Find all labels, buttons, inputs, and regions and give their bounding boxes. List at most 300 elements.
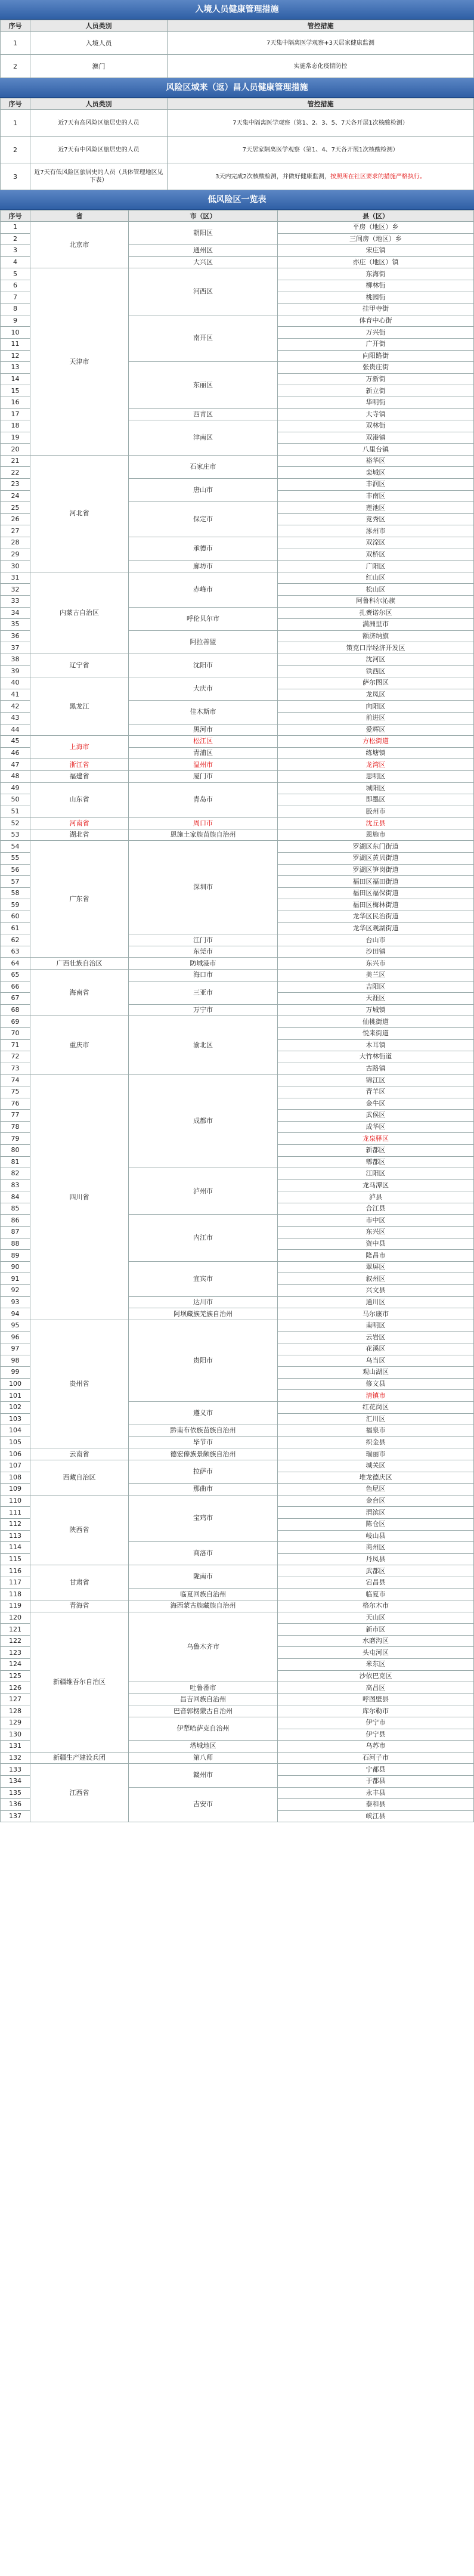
row-city: 防城港市 bbox=[129, 958, 278, 970]
row-city: 成都市 bbox=[129, 1075, 278, 1168]
row-no: 93 bbox=[1, 1296, 30, 1308]
row-district: 向阳区 bbox=[278, 701, 474, 713]
row-no: 36 bbox=[1, 630, 30, 642]
row-measure: 7天集中隔离医学观察+3天居家健康监测 bbox=[168, 32, 474, 55]
row-district: 伊宁市 bbox=[278, 1717, 474, 1729]
row-no: 72 bbox=[1, 1051, 30, 1063]
row-no: 2 bbox=[1, 137, 30, 163]
row-district: 资中县 bbox=[278, 1238, 474, 1250]
row-no: 14 bbox=[1, 373, 30, 385]
row-no: 90 bbox=[1, 1261, 30, 1273]
row-city: 毕节市 bbox=[129, 1436, 278, 1448]
row-no: 110 bbox=[1, 1495, 30, 1507]
row-district: 合江县 bbox=[278, 1203, 474, 1215]
row-no: 18 bbox=[1, 420, 30, 432]
row-district: 策克口岸经济开发区 bbox=[278, 642, 474, 654]
row-province: 广东省 bbox=[30, 841, 129, 958]
row-district: 观山湖区 bbox=[278, 1367, 474, 1379]
row-no: 12 bbox=[1, 350, 30, 362]
row-district: 木耳镇 bbox=[278, 1039, 474, 1051]
row-district: 云岩区 bbox=[278, 1332, 474, 1343]
row-city: 东莞市 bbox=[129, 946, 278, 958]
row-measure bbox=[168, 110, 474, 137]
row-no: 82 bbox=[1, 1168, 30, 1180]
row-district: 额济纳旗 bbox=[278, 630, 474, 642]
row-city: 巴音郭楞蒙古自治州 bbox=[129, 1705, 278, 1717]
row-city: 温州市 bbox=[129, 759, 278, 771]
row-no: 1 bbox=[1, 32, 30, 55]
row-no: 129 bbox=[1, 1717, 30, 1729]
row-province: 青海省 bbox=[30, 1600, 129, 1612]
row-no: 39 bbox=[1, 665, 30, 677]
row-no: 122 bbox=[1, 1635, 30, 1647]
row-district: 头屯河区 bbox=[278, 1647, 474, 1659]
row-district: 堆龙德庆区 bbox=[278, 1472, 474, 1484]
row-no: 87 bbox=[1, 1227, 30, 1239]
row-no: 126 bbox=[1, 1682, 30, 1694]
table-row bbox=[1, 572, 474, 584]
row-district: 花溪区 bbox=[278, 1343, 474, 1355]
row-district: 龙凤区 bbox=[278, 689, 474, 701]
row-province: 福建省 bbox=[30, 770, 129, 782]
row-province: 甘肃省 bbox=[30, 1565, 129, 1600]
row-province: 上海市 bbox=[30, 736, 129, 759]
row-no: 10 bbox=[1, 327, 30, 339]
col-header-no: 序号 bbox=[1, 210, 30, 222]
row-category: 澳门 bbox=[30, 55, 168, 78]
row-no: 9 bbox=[1, 315, 30, 327]
row-district: 叙州区 bbox=[278, 1273, 474, 1285]
risk-table bbox=[0, 98, 474, 190]
row-district: 东兴区 bbox=[278, 1227, 474, 1239]
row-no: 103 bbox=[1, 1413, 30, 1425]
measure-text: 7天居家隔离医学观察（第1、4、7天各开展1次核酸检测） bbox=[242, 146, 399, 153]
row-no: 75 bbox=[1, 1086, 30, 1098]
row-district: 扎赉诺尔区 bbox=[278, 607, 474, 619]
row-district: 陈仓区 bbox=[278, 1518, 474, 1530]
row-district: 萨尔图区 bbox=[278, 677, 474, 689]
row-district: 向阳路街 bbox=[278, 350, 474, 362]
table-row bbox=[1, 782, 474, 794]
row-no: 5 bbox=[1, 268, 30, 280]
row-district: 万新街 bbox=[278, 373, 474, 385]
row-city: 大庆市 bbox=[129, 677, 278, 701]
row-district: 福田区梅林街道 bbox=[278, 899, 474, 911]
row-province: 云南省 bbox=[30, 1448, 129, 1460]
row-province: 北京市 bbox=[30, 222, 129, 268]
row-district: 仙桃街道 bbox=[278, 1016, 474, 1028]
row-no: 6 bbox=[1, 280, 30, 292]
row-province: 河南省 bbox=[30, 818, 129, 829]
row-district: 丰南区 bbox=[278, 490, 474, 502]
row-no: 38 bbox=[1, 654, 30, 665]
row-district: 锦江区 bbox=[278, 1075, 474, 1086]
row-no: 91 bbox=[1, 1273, 30, 1285]
row-no: 96 bbox=[1, 1332, 30, 1343]
row-city: 遵义市 bbox=[129, 1401, 278, 1425]
entry-header-row bbox=[1, 20, 474, 32]
row-no: 2 bbox=[1, 233, 30, 245]
row-city: 那曲市 bbox=[129, 1484, 278, 1496]
row-no: 49 bbox=[1, 782, 30, 794]
row-no: 17 bbox=[1, 408, 30, 420]
row-no: 45 bbox=[1, 736, 30, 748]
row-no: 8 bbox=[1, 304, 30, 315]
row-city: 黑河市 bbox=[129, 724, 278, 736]
row-no: 100 bbox=[1, 1378, 30, 1390]
row-no: 117 bbox=[1, 1577, 30, 1589]
row-no: 97 bbox=[1, 1343, 30, 1355]
row-no: 88 bbox=[1, 1238, 30, 1250]
row-province: 四川省 bbox=[30, 1075, 129, 1320]
row-no: 109 bbox=[1, 1484, 30, 1496]
table-row bbox=[1, 110, 474, 137]
row-no: 3 bbox=[1, 245, 30, 257]
row-no: 124 bbox=[1, 1659, 30, 1671]
row-no: 111 bbox=[1, 1507, 30, 1519]
row-district: 红山区 bbox=[278, 572, 474, 584]
row-district: 于都县 bbox=[278, 1775, 474, 1787]
row-province: 辽宁省 bbox=[30, 654, 129, 677]
row-district: 色尼区 bbox=[278, 1484, 474, 1496]
row-city: 赣州市 bbox=[129, 1764, 278, 1787]
row-district: 思明区 bbox=[278, 770, 474, 782]
row-district: 龙泉驿区 bbox=[278, 1133, 474, 1145]
row-district: 清镇市 bbox=[278, 1390, 474, 1402]
row-no: 15 bbox=[1, 385, 30, 397]
row-no: 77 bbox=[1, 1110, 30, 1122]
row-no: 101 bbox=[1, 1390, 30, 1402]
row-city: 石家庄市 bbox=[129, 455, 278, 478]
measure-note: 按照所在社区要求的措施严格执行。 bbox=[330, 173, 426, 180]
row-no: 54 bbox=[1, 841, 30, 853]
row-district: 体育中心街 bbox=[278, 315, 474, 327]
row-city: 泸州市 bbox=[129, 1168, 278, 1215]
row-no: 24 bbox=[1, 490, 30, 502]
row-district: 柳林街 bbox=[278, 280, 474, 292]
row-district: 南明区 bbox=[278, 1320, 474, 1332]
row-province: 陕西省 bbox=[30, 1495, 129, 1565]
row-no: 73 bbox=[1, 1063, 30, 1075]
col-header-measure: 管控措施 bbox=[168, 20, 474, 32]
row-district: 格尔木市 bbox=[278, 1600, 474, 1612]
row-district: 伊宁县 bbox=[278, 1729, 474, 1741]
row-district: 三间房（地区）乡 bbox=[278, 233, 474, 245]
table-row bbox=[1, 1495, 474, 1507]
row-district: 铁西区 bbox=[278, 665, 474, 677]
row-city: 乌鲁木齐市 bbox=[129, 1612, 278, 1682]
row-measure bbox=[168, 163, 474, 190]
row-no: 76 bbox=[1, 1098, 30, 1110]
row-no: 50 bbox=[1, 794, 30, 806]
row-no: 19 bbox=[1, 432, 30, 444]
row-city: 青浦区 bbox=[129, 747, 278, 759]
row-city: 沈阳市 bbox=[129, 654, 278, 677]
row-district: 阿鲁科尔沁旗 bbox=[278, 596, 474, 608]
row-city: 第八师 bbox=[129, 1752, 278, 1764]
row-city: 吉安市 bbox=[129, 1787, 278, 1822]
row-no: 86 bbox=[1, 1215, 30, 1227]
row-no: 25 bbox=[1, 502, 30, 514]
row-city: 保定市 bbox=[129, 502, 278, 537]
row-province: 江西省 bbox=[30, 1764, 129, 1822]
row-district: 江阳区 bbox=[278, 1168, 474, 1180]
row-no: 135 bbox=[1, 1787, 30, 1799]
low-risk-table bbox=[0, 210, 474, 1822]
row-district: 台山市 bbox=[278, 934, 474, 946]
row-no: 42 bbox=[1, 701, 30, 713]
row-district: 吉阳区 bbox=[278, 981, 474, 993]
row-no: 132 bbox=[1, 1752, 30, 1764]
row-category: 入境人员 bbox=[30, 32, 168, 55]
row-no: 99 bbox=[1, 1367, 30, 1379]
row-district: 罗湖区黄贝街道 bbox=[278, 853, 474, 865]
row-district: 挂甲寺街 bbox=[278, 304, 474, 315]
row-province: 河北省 bbox=[30, 455, 129, 572]
row-district: 丰润区 bbox=[278, 479, 474, 491]
row-province: 内蒙古自治区 bbox=[30, 572, 129, 654]
row-no: 53 bbox=[1, 829, 30, 841]
row-city: 黔南布依族苗族自治州 bbox=[129, 1425, 278, 1437]
row-no: 71 bbox=[1, 1039, 30, 1051]
row-district: 莲池区 bbox=[278, 502, 474, 514]
row-province: 贵州省 bbox=[30, 1320, 129, 1448]
row-district: 张贵庄街 bbox=[278, 362, 474, 374]
row-no: 4 bbox=[1, 256, 30, 268]
table-row bbox=[1, 759, 474, 771]
row-city: 赤峰市 bbox=[129, 572, 278, 607]
row-district: 乌当区 bbox=[278, 1355, 474, 1367]
row-district: 沈丘县 bbox=[278, 818, 474, 829]
row-no: 114 bbox=[1, 1542, 30, 1554]
row-no: 26 bbox=[1, 513, 30, 525]
row-district: 石河子市 bbox=[278, 1752, 474, 1764]
col-header-no: 序号 bbox=[1, 20, 30, 32]
row-district: 水磨沟区 bbox=[278, 1635, 474, 1647]
row-district: 临夏市 bbox=[278, 1589, 474, 1600]
row-district: 汇川区 bbox=[278, 1413, 474, 1425]
row-no: 33 bbox=[1, 596, 30, 608]
row-district: 隆昌市 bbox=[278, 1250, 474, 1262]
row-province: 新疆维吾尔自治区 bbox=[30, 1612, 129, 1752]
row-district: 库尔勒市 bbox=[278, 1705, 474, 1717]
row-district: 丹凤县 bbox=[278, 1553, 474, 1565]
row-city: 海西蒙古族藏族自治州 bbox=[129, 1600, 278, 1612]
row-district: 宁都县 bbox=[278, 1764, 474, 1776]
table-row bbox=[1, 654, 474, 665]
row-district: 亦庄（地区）镇 bbox=[278, 256, 474, 268]
row-district: 通川区 bbox=[278, 1296, 474, 1308]
row-no: 118 bbox=[1, 1589, 30, 1600]
table-row bbox=[1, 268, 474, 280]
row-district: 爱辉区 bbox=[278, 724, 474, 736]
row-district: 满洲里市 bbox=[278, 619, 474, 631]
row-no: 67 bbox=[1, 993, 30, 1005]
row-no: 40 bbox=[1, 677, 30, 689]
row-no: 130 bbox=[1, 1729, 30, 1741]
row-district: 万城镇 bbox=[278, 1004, 474, 1016]
row-no: 32 bbox=[1, 584, 30, 596]
row-no: 106 bbox=[1, 1448, 30, 1460]
table-row bbox=[1, 1460, 474, 1472]
row-city: 江门市 bbox=[129, 934, 278, 946]
row-city: 东丽区 bbox=[129, 362, 278, 408]
row-district: 青羊区 bbox=[278, 1086, 474, 1098]
table-row bbox=[1, 829, 474, 841]
row-city: 朝阳区 bbox=[129, 222, 278, 245]
row-no: 35 bbox=[1, 619, 30, 631]
row-district: 龙华区观湖街道 bbox=[278, 922, 474, 934]
row-district: 峡江县 bbox=[278, 1810, 474, 1822]
row-district: 天山区 bbox=[278, 1612, 474, 1624]
row-no: 63 bbox=[1, 946, 30, 958]
row-district: 呼图壁县 bbox=[278, 1693, 474, 1705]
row-no: 83 bbox=[1, 1179, 30, 1191]
table-row bbox=[1, 1600, 474, 1612]
row-district: 东海街 bbox=[278, 268, 474, 280]
row-no: 80 bbox=[1, 1144, 30, 1156]
row-city: 吐鲁番市 bbox=[129, 1682, 278, 1694]
row-city: 松江区 bbox=[129, 736, 278, 748]
row-district: 罗湖区笋岗街道 bbox=[278, 864, 474, 876]
row-city: 商洛市 bbox=[129, 1542, 278, 1565]
row-no: 3 bbox=[1, 163, 30, 190]
row-no: 116 bbox=[1, 1565, 30, 1577]
row-province: 西藏自治区 bbox=[30, 1460, 129, 1495]
row-no: 59 bbox=[1, 899, 30, 911]
row-district: 前进区 bbox=[278, 712, 474, 724]
row-no: 133 bbox=[1, 1764, 30, 1776]
row-city: 昌吉回族自治州 bbox=[129, 1693, 278, 1705]
entry-section-title: 入境人员健康管理措施 bbox=[0, 0, 474, 20]
row-no: 74 bbox=[1, 1075, 30, 1086]
row-no: 44 bbox=[1, 724, 30, 736]
row-city: 达川市 bbox=[129, 1296, 278, 1308]
row-city: 津南区 bbox=[129, 420, 278, 456]
row-district: 新立街 bbox=[278, 385, 474, 397]
row-district: 沙田镇 bbox=[278, 946, 474, 958]
row-district: 胶州市 bbox=[278, 806, 474, 818]
row-city: 通州区 bbox=[129, 245, 278, 257]
row-province: 新疆生产建设兵团 bbox=[30, 1752, 129, 1764]
row-city: 塔城地区 bbox=[129, 1741, 278, 1753]
row-city: 佳木斯市 bbox=[129, 701, 278, 724]
row-province: 山东省 bbox=[30, 782, 129, 818]
table-row bbox=[1, 1764, 474, 1776]
row-city: 宝鸡市 bbox=[129, 1495, 278, 1541]
row-no: 1 bbox=[1, 222, 30, 234]
table-row bbox=[1, 1320, 474, 1332]
measure-text: 7天集中隔离医学观察（第1、2、3、5、7天各开展1次核酸检测） bbox=[233, 119, 408, 126]
row-district: 高昌区 bbox=[278, 1682, 474, 1694]
row-no: 61 bbox=[1, 922, 30, 934]
row-province: 浙江省 bbox=[30, 759, 129, 771]
row-city: 周口市 bbox=[129, 818, 278, 829]
risk-header-row bbox=[1, 98, 474, 110]
row-district: 双桥区 bbox=[278, 549, 474, 561]
row-city: 唐山市 bbox=[129, 479, 278, 502]
row-city: 拉萨市 bbox=[129, 1460, 278, 1483]
row-district: 武都区 bbox=[278, 1565, 474, 1577]
row-district: 即墨区 bbox=[278, 794, 474, 806]
row-district: 栾城区 bbox=[278, 467, 474, 479]
row-city: 渝北区 bbox=[129, 1016, 278, 1075]
col-header-no: 序号 bbox=[1, 98, 30, 110]
table-row bbox=[1, 1752, 474, 1764]
row-city: 宜宾市 bbox=[129, 1261, 278, 1296]
row-city: 青岛市 bbox=[129, 782, 278, 818]
row-province: 湖北省 bbox=[30, 829, 129, 841]
row-no: 11 bbox=[1, 338, 30, 350]
row-city: 陇南市 bbox=[129, 1565, 278, 1589]
row-no: 85 bbox=[1, 1203, 30, 1215]
table-row bbox=[1, 55, 474, 78]
row-no: 108 bbox=[1, 1472, 30, 1484]
row-district: 沙依巴克区 bbox=[278, 1670, 474, 1682]
row-district: 福田区福保街道 bbox=[278, 887, 474, 899]
row-city: 承德市 bbox=[129, 537, 278, 561]
row-city: 海口市 bbox=[129, 970, 278, 982]
row-no: 113 bbox=[1, 1530, 30, 1542]
row-city: 呼伦贝尔市 bbox=[129, 607, 278, 630]
row-district: 双林街 bbox=[278, 420, 474, 432]
row-no: 56 bbox=[1, 864, 30, 876]
row-no: 60 bbox=[1, 911, 30, 923]
row-no: 92 bbox=[1, 1285, 30, 1297]
row-district: 广阳区 bbox=[278, 561, 474, 572]
row-no: 57 bbox=[1, 876, 30, 888]
row-no: 107 bbox=[1, 1460, 30, 1472]
row-city: 贵阳市 bbox=[129, 1320, 278, 1401]
table-row bbox=[1, 818, 474, 829]
row-province: 海南省 bbox=[30, 970, 129, 1016]
row-district: 涿州市 bbox=[278, 525, 474, 537]
row-no: 28 bbox=[1, 537, 30, 549]
col-header-category: 人员类别 bbox=[30, 20, 168, 32]
row-district: 马尔康市 bbox=[278, 1308, 474, 1320]
row-no: 69 bbox=[1, 1016, 30, 1028]
row-no: 128 bbox=[1, 1705, 30, 1717]
row-district: 米东区 bbox=[278, 1659, 474, 1671]
row-no: 2 bbox=[1, 55, 30, 78]
row-no: 120 bbox=[1, 1612, 30, 1624]
row-city: 廊坊市 bbox=[129, 561, 278, 572]
row-district: 大竹林街道 bbox=[278, 1051, 474, 1063]
row-district: 平房（地区）乡 bbox=[278, 222, 474, 234]
row-district: 悦来街道 bbox=[278, 1027, 474, 1039]
row-category: 近7天有低风险区旅居史的人员（具体管理地区见下表） bbox=[30, 163, 168, 190]
row-no: 34 bbox=[1, 607, 30, 619]
row-category: 近7天有高风险区旅居史的人员 bbox=[30, 110, 168, 137]
row-district: 龙华区民治街道 bbox=[278, 911, 474, 923]
table-row bbox=[1, 841, 474, 853]
row-no: 119 bbox=[1, 1600, 30, 1612]
row-district: 裕华区 bbox=[278, 455, 474, 467]
measure-text: 3天内完成2次核酸检测，并做好健康监测， bbox=[215, 173, 330, 180]
row-no: 64 bbox=[1, 958, 30, 970]
row-no: 112 bbox=[1, 1518, 30, 1530]
row-district: 泸县 bbox=[278, 1191, 474, 1203]
col-header-city: 市（区） bbox=[129, 210, 278, 222]
row-no: 41 bbox=[1, 689, 30, 701]
row-district: 美兰区 bbox=[278, 970, 474, 982]
row-district: 宋庄镇 bbox=[278, 245, 474, 257]
row-no: 29 bbox=[1, 549, 30, 561]
row-district: 新市区 bbox=[278, 1624, 474, 1636]
row-no: 104 bbox=[1, 1425, 30, 1437]
row-district: 渭滨区 bbox=[278, 1507, 474, 1519]
row-city: 南开区 bbox=[129, 315, 278, 361]
